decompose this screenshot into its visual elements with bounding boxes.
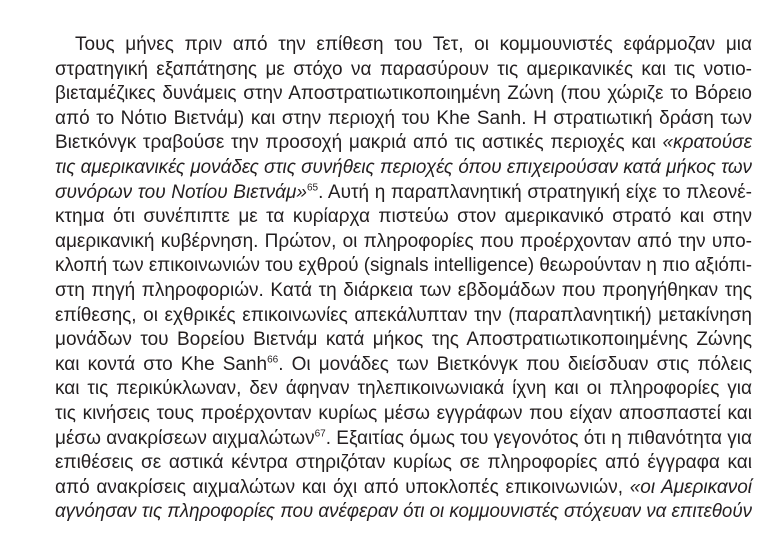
text-line <box>55 500 752 525</box>
text-line <box>55 58 752 83</box>
text-line <box>55 427 752 452</box>
text-line <box>55 377 752 402</box>
text-segment: αμερικανική κυβέρνηση. Πρώτον, οι πληροφορίες που προέρχονταν από την υπο- <box>55 230 752 252</box>
text-line <box>55 254 752 279</box>
text-line <box>55 304 752 329</box>
text-segment: Τους μήνες πριν από την επίθεση του Τετ, οι κομμουνιστές εφάρμοζαν μια <box>75 34 752 55</box>
text-line <box>55 328 752 353</box>
text-segment: από το Νότιο Βιετνάμ) και στην περιοχή του Khe Sanh. Η στρατιωτική δράση των <box>55 107 752 129</box>
text-segment: μέσω ανακρίσεων αιχμαλώτων <box>55 427 315 449</box>
footnote-ref: 65 <box>306 182 319 194</box>
text-segment: επίθεσης, οι εχθρικές επικοινωνίες απεκάλυπταν την (παραπλανητική) μετακίνηση <box>55 304 752 326</box>
text-line <box>55 181 752 206</box>
text-segment: στρατηγική εξαπάτησης με στόχο να παρασύρουν τις αμερικανικές και τις νοτιο- <box>55 58 752 80</box>
text-segment: στη πηγή πληροφοριών. Κατά τη διάρκεια των εβδομάδων που προηγήθηκαν της <box>55 279 752 301</box>
text-line <box>55 82 752 107</box>
text-line <box>55 402 752 427</box>
text-segment: επιθέσεις σε αστικά κέντρα στηριζόταν κυρίως σε πληροφορίες από έγγραφα και <box>55 452 752 474</box>
text-line <box>55 205 752 230</box>
document-paragraph <box>55 33 752 525</box>
text-line <box>55 279 752 304</box>
text-line <box>55 156 752 181</box>
quote-text: «κρατούσε <box>662 132 752 154</box>
text-segment: βιεταμέζικες δυνάμεις στην Αποστρατιωτικοποιημένη Ζώνη (που χώριζε το Βόρειο <box>55 83 752 105</box>
text-segment: και κοντά στο Khe Sanh <box>55 353 268 375</box>
text-segment: τις κινήσεις τους προέρχονταν κυρίως μέσω εγγράφων που είχαν αποσπαστεί και <box>55 402 752 424</box>
text-segment: και τις περικύκλωναν, δεν άφηναν τηλεπικοινωνιακά ίχνη και οι πληροφορίες για <box>55 378 752 400</box>
quote-text: αγνόησαν τις πληροφορίες που ανέφεραν ότι οι κομμουνιστές στόχευαν να επιτεθούν <box>55 501 752 523</box>
text-segment: από ανακρίσεις αιχμαλώτων και όχι από υποκλοπές επικοινωνιών, <box>55 476 630 498</box>
text-line <box>55 353 752 378</box>
text-line <box>55 107 752 132</box>
quote-text: «οι Αμερικανοί <box>629 476 752 498</box>
text-segment: κλοπή των επικοινωνιών του εχθρού (signals intelligence) θεωρούνταν η πιο αξιόπι- <box>55 255 752 277</box>
footnote-ref: 67 <box>314 428 326 440</box>
text-segment: κτημα ότι συνέπιπτε με τα κυρίαρχα πιστεύω στον αμερικανικό στρατό και στην <box>55 206 752 228</box>
text-line <box>55 33 752 58</box>
text-segment: μονάδων του Βορείου Βιετνάμ κατά μήκος της Αποστρατιωτικοποιημένης Ζώνης <box>55 329 752 351</box>
text-line <box>55 131 752 156</box>
quote-text: συνόρων του Νοτίου Βιετνάμ» <box>55 181 307 203</box>
quote-text: τις αμερικανικές μονάδες στις συνήθεις περιοχές όπου επιχειρούσαν κατά μήκος των <box>55 156 752 178</box>
text-segment: Βιετκόνγκ τραβούσε την προσοχή μακριά από τις αστικές περιοχές και <box>55 132 663 154</box>
text-segment: . Εξαιτίας όμως του γεγονότος ότι η πιθανότητα για <box>325 427 752 449</box>
text-line <box>55 451 752 476</box>
footnote-ref: 66 <box>267 354 279 366</box>
text-line <box>55 476 752 501</box>
text-segment: . Οι μονάδες των Βιετκόνγκ που διείσδυαν στις πόλεις <box>278 353 752 375</box>
text-line <box>55 230 752 255</box>
text-segment: . Αυτή η παραπλανητική στρατηγική είχε το πλεονέ- <box>318 181 753 203</box>
